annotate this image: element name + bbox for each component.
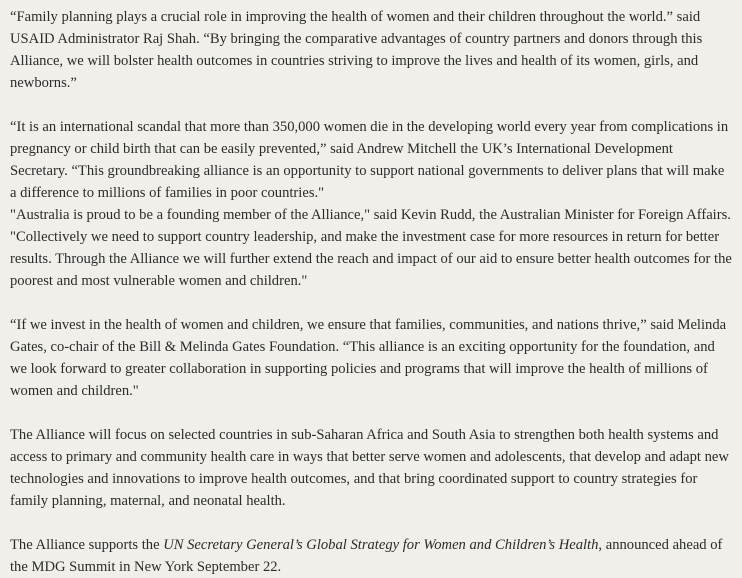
global-strategy-title: UN Secretary General’s Global Strategy for Women and Children’s Health xyxy=(163,537,599,553)
paragraph-gates-quote: “If we invest in the health of women and children, we ensure that families, communities, and nations thrive,” said Melinda Gates, co-chair of the Bill & Melinda Gates Foundation. “This alliance is an exciting opportunity for the foundation, and we look forward to greater collaboration in supporting policies and programs that will improve the health of millions of women and children." xyxy=(10,317,727,399)
alliance-supports-text: The Alliance supports the xyxy=(10,537,164,553)
paragraph-alliance-focus: The Alliance will focus on selected countries in sub-Saharan Africa and South Asia to strengthen both health systems and access to primary and community health care in ways that better serve women and adolescents, that develop and adapt new technologies and innovations to improve health outcomes, and that bring coordinated support to country strategies for family planning, maternal, and neonatal health. xyxy=(10,427,729,509)
paragraph-alliance-supports xyxy=(10,534,734,578)
alliance-supports-text-end: , announced ahead of the MDG Summit in New York September 22. xyxy=(10,537,723,575)
paragraph-mitchell-quote: “It is an international scandal that more than 350,000 women die in the developing world every year from complications in pregnancy or child birth that can be easily prevented,” said Andrew Mitchell the UK’s International Development Secretary. “This groundbreaking alliance is an opportunity to support national governments to deliver plans that will make a difference to millions of families in poor countries." xyxy=(10,119,729,201)
paragraph-rudd-quote: "Australia is proud to be a founding member of the Alliance," said Kevin Rudd, the Australian Minister for Foreign Affairs. "Collectively we need to support country leadership, and make the investment case for more resources in return for better results. Through the Alliance we will further extend the reach and impact of our aid to ensure better health outcomes for the poorest and most vulnerable women and children." xyxy=(10,207,732,289)
paragraph-shah-quote: “Family planning plays a crucial role in improving the health of women and their children throughout the world.” said USAID Administrator Raj Shah. “By bringing the comparative advantages of country partners and donors through this Alliance, we will bolster health outcomes in countries striving to improve the lives and health of its women, girls, and newborns.” xyxy=(10,9,703,91)
